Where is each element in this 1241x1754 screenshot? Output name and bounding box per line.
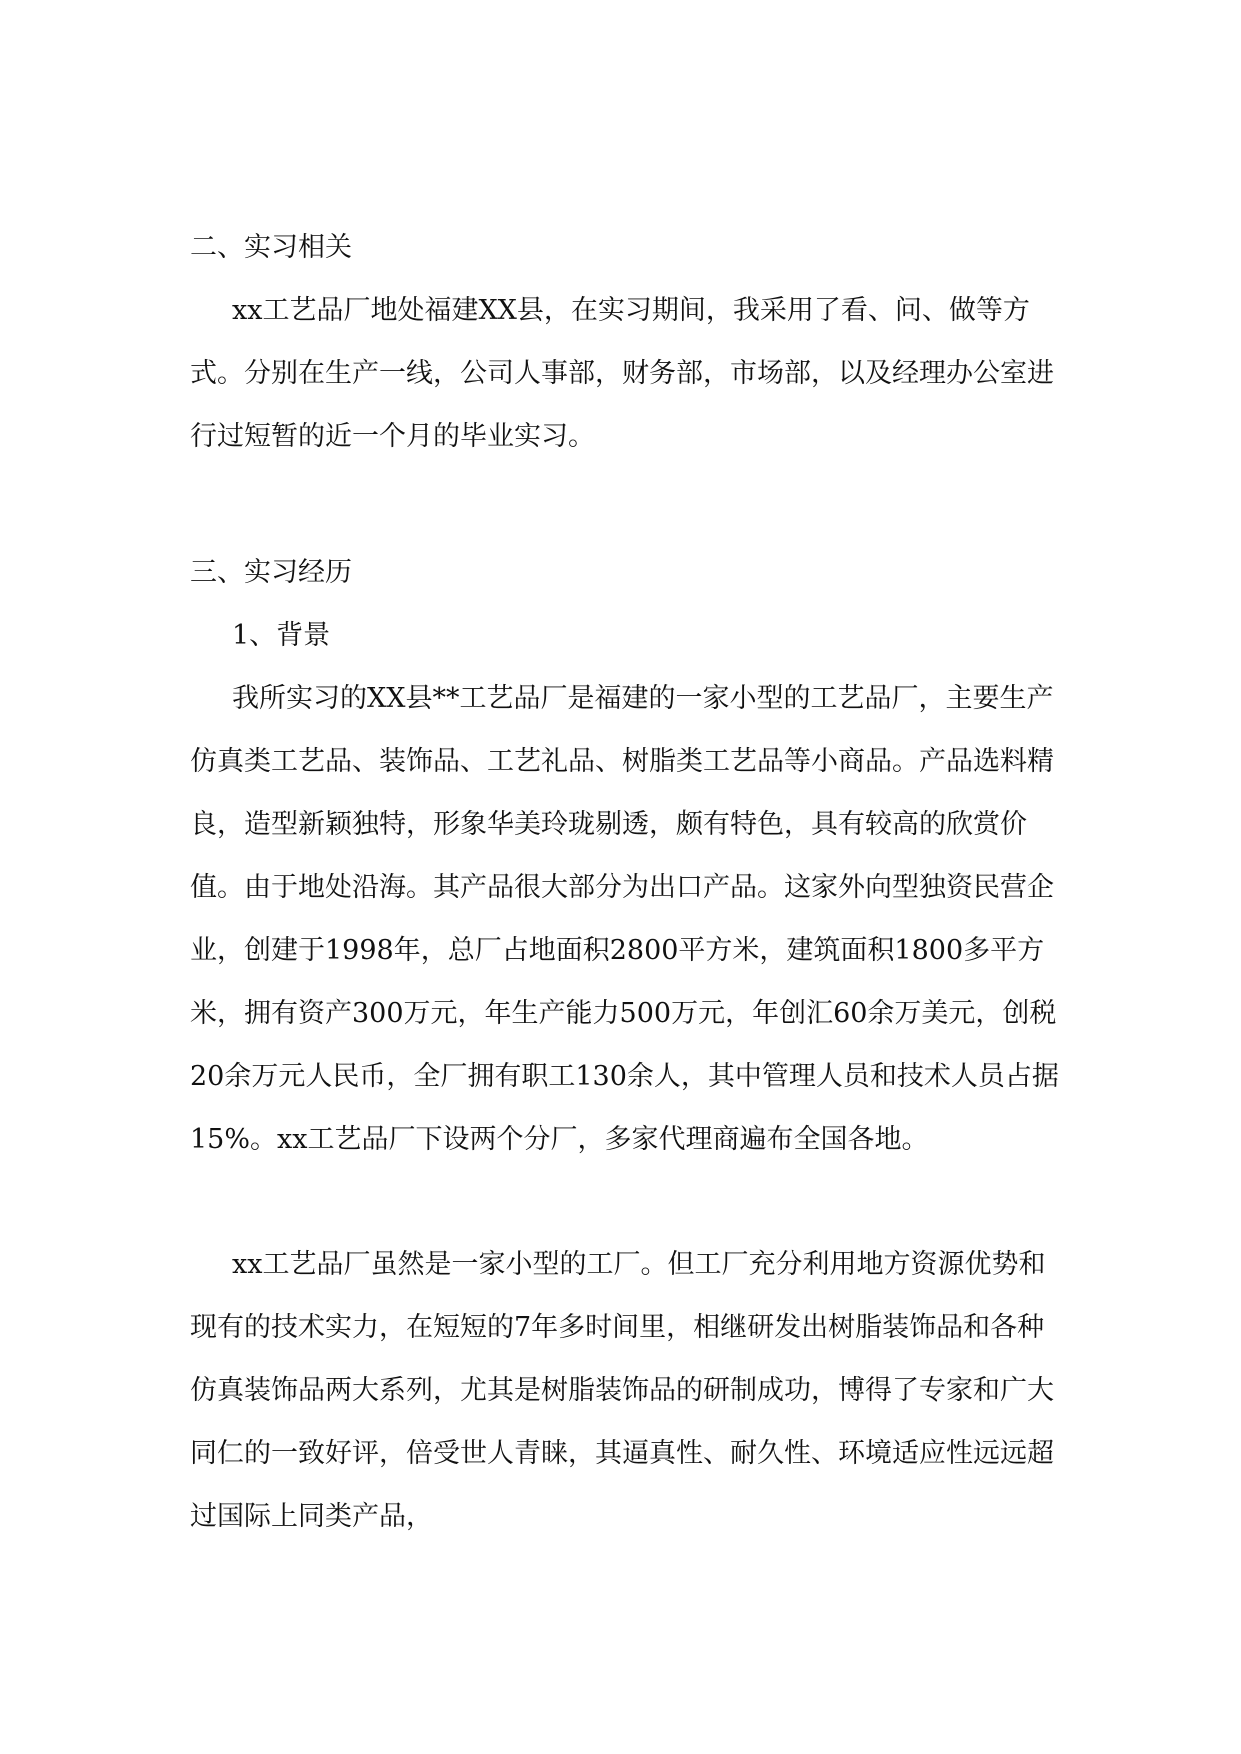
- subheading-background: 1、背景: [232, 620, 331, 651]
- paragraph-background-company: 我所实习的XX县**工艺品厂是福建的一家小型的工艺品厂，主要生产仿真类工艺品、装饰品、工艺礼品、树脂类工艺品等小商品。产品选料精良，造型新颖独特，形象华美玲珑剔透，颇有特色，具有较高的欣赏价值。由于地处沿海。其产品很大部分为出口产品。这家外向型独资民营企业，创建于1998年，总厂占地面积2800平方米，建筑面积1800多平方米，拥有资产300万元，年生产能力500万元，年创汇60余万美元，创税20余万元人民币，全厂拥有职工130余人，其中管理人员和技术人员占据15%。xx工艺品厂下设两个分厂，多家代理商遍布全国各地。: [190, 683, 1059, 1155]
- paragraph-background-products: xx工艺品厂虽然是一家小型的工厂。但工厂充分利用地方资源优势和现有的技术实力，在短短的7年多时间里，相继研发出树脂装饰品和各种仿真装饰品两大系列，尤其是树脂装饰品的研制成功，博得了专家和广大同仁的一致好评，倍受世人青睐，其逼真性、耐久性、环境适应性远远超过国际上同类产品，: [190, 1249, 1054, 1532]
- section-heading-internship-experience: 三、实习经历: [190, 557, 352, 588]
- section-heading-internship-related: 二、实习相关: [190, 232, 352, 263]
- paragraph-internship-related: xx工艺品厂地处福建XX县，在实习期间，我采用了看、问、做等方式。分别在生产一线，公司人事部，财务部，市场部，以及经理办公室进行过短暂的近一个月的毕业实习。: [190, 295, 1054, 452]
